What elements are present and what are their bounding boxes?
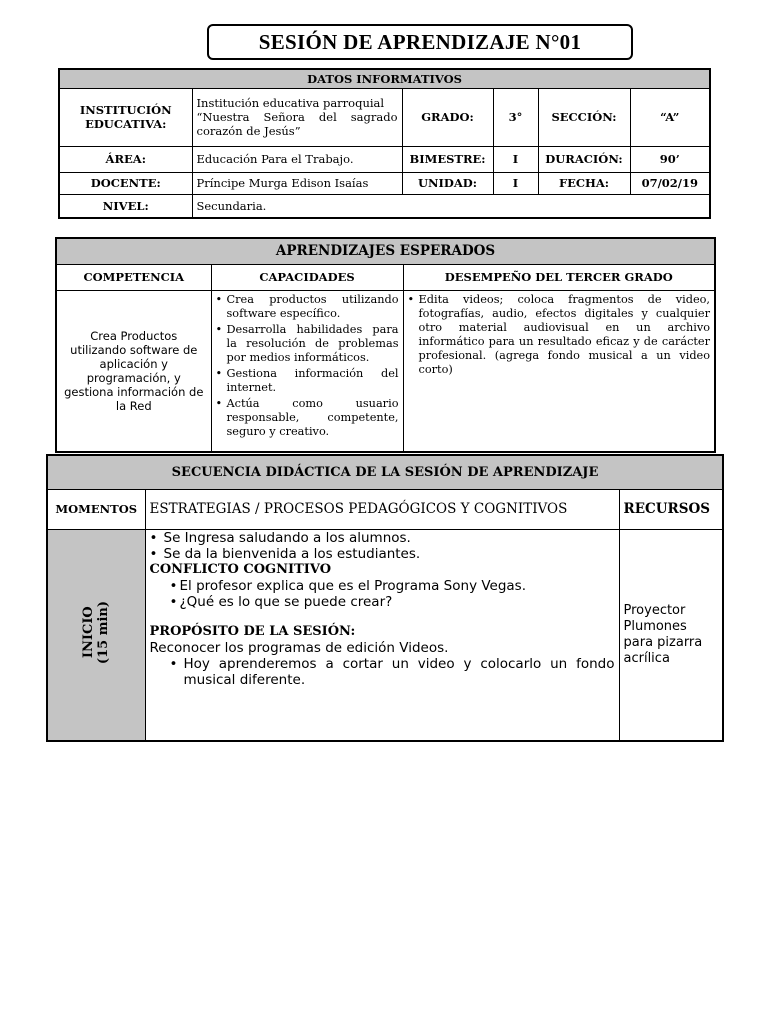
capacidad-text: Crea productos utilizando software específico. xyxy=(226,292,399,320)
nivel-value: Secundaria. xyxy=(192,194,710,218)
intro-bullet-text: Se da la bienvenida a los estudiantes. xyxy=(163,545,421,562)
capacidades-col-header: CAPACIDADES xyxy=(211,264,403,290)
competencia-col-header: COMPETENCIA xyxy=(56,264,211,290)
conflicto-title: CONFLICTO COGNITIVO xyxy=(149,561,332,577)
conflicto-item-text: El profesor explica que es el Programa Sony Vegas. xyxy=(179,577,527,594)
datos-header: DATOS INFORMATIVOS xyxy=(59,69,710,88)
recurso-proyector: Proyector xyxy=(623,602,686,618)
bullet-icon: • xyxy=(215,292,223,306)
datos-informativos-table xyxy=(58,68,711,219)
estrategias-col-header: ESTRATEGIAS / PROCESOS PEDAGÓGICOS Y COGNITIVOS xyxy=(145,489,619,529)
bullet-icon: • xyxy=(215,396,223,410)
bimestre-label: BIMESTRE: xyxy=(402,146,493,172)
list-item xyxy=(170,578,615,594)
capacidad-item xyxy=(216,293,399,321)
proposito-list xyxy=(150,656,615,688)
capacidades-list xyxy=(216,293,399,439)
desempeno-list xyxy=(408,293,711,377)
conflicto-list xyxy=(150,578,615,610)
nivel-label: NIVEL: xyxy=(59,194,192,218)
secuencia-table xyxy=(46,454,724,742)
area-value: Educación Para el Trabajo. xyxy=(192,146,402,172)
capacidades-cell xyxy=(211,290,403,452)
proposito-title: PROPÓSITO DE LA SESIÓN: xyxy=(149,623,356,639)
docente-label: DOCENTE: xyxy=(59,172,192,194)
institucion-value-line2: “Nuestra Señora del sagrado corazón de Jesús” xyxy=(196,110,398,138)
desempeno-col-header: DESEMPEÑO DEL TERCER GRADO xyxy=(403,264,715,290)
grado-label: GRADO: xyxy=(402,88,493,146)
list-item xyxy=(150,530,615,546)
inicio-estrategias-cell xyxy=(145,529,619,741)
recurso-plumones: Plumones para pizarra acrílica xyxy=(623,618,703,666)
capacidad-text: Actúa como usuario responsable, competente, seguro y creativo. xyxy=(226,396,399,438)
momento-inicio-label xyxy=(81,601,111,664)
bullet-icon: • xyxy=(149,545,158,562)
list-item xyxy=(150,546,615,562)
bullet-icon: • xyxy=(169,593,178,610)
desempeno-cell xyxy=(403,290,715,452)
desempeno-text: Edita videos; coloca fragmentos de video, fotografías, audio, efectos digitales y cualquier otro material audiovisual en un archivo informático para un resultado eficaz y de carácter profesional. (agrega fondo musical a un video corto) xyxy=(418,292,711,376)
fecha-label: FECHA: xyxy=(538,172,630,194)
list-item xyxy=(170,656,615,688)
unidad-label: UNIDAD: xyxy=(402,172,493,194)
institucion-label: INSTITUCIÓN EDUCATIVA: xyxy=(59,88,192,146)
bullet-icon: • xyxy=(215,366,223,380)
aprendizajes-table xyxy=(55,237,716,453)
proposito-text: Reconocer los programas de edición Videos. xyxy=(149,639,449,656)
secuencia-header: SECUENCIA DIDÁCTICA DE LA SESIÓN DE APRENDIZAJE xyxy=(47,455,723,489)
intro-bullet-text: Se Ingresa saludando a los alumnos. xyxy=(163,529,411,546)
area-label: ÁREA: xyxy=(59,146,192,172)
fecha-value: 07/02/19 xyxy=(630,172,710,194)
seccion-value: “A” xyxy=(630,88,710,146)
intro-bullets xyxy=(150,530,615,562)
capacidad-text: Desarrolla habilidades para la resolución de problemas por medios informáticos. xyxy=(226,322,399,364)
recursos-col-header: RECURSOS xyxy=(619,489,723,529)
unidad-value: I xyxy=(493,172,538,194)
capacidad-item xyxy=(216,397,399,439)
institucion-value xyxy=(192,88,402,146)
capacidad-text: Gestiona información del internet. xyxy=(226,366,399,394)
docente-value: Príncipe Murga Edison Isaías xyxy=(192,172,402,194)
capacidad-item xyxy=(216,367,399,395)
bullet-icon: • xyxy=(169,655,178,672)
capacidad-item xyxy=(216,323,399,365)
duracion-label: DURACIÓN: xyxy=(538,146,630,172)
desempeno-item xyxy=(408,293,711,377)
seccion-label: SECCIÓN: xyxy=(538,88,630,146)
aprendizajes-header: APRENDIZAJES ESPERADOS xyxy=(56,238,715,264)
bimestre-value: I xyxy=(493,146,538,172)
bullet-icon: • xyxy=(149,529,158,546)
list-item xyxy=(170,594,615,610)
momentos-col-header: MOMENTOS xyxy=(47,489,145,529)
duracion-value: 90’ xyxy=(630,146,710,172)
page-title: SESIÓN DE APRENDIZAJE N°01 xyxy=(258,29,582,54)
conflicto-item-text: ¿Qué es lo que se puede crear? xyxy=(179,593,393,610)
proposito-item-text: Hoy aprenderemos a cortar un video y colocarlo un fondo musical diferente. xyxy=(183,655,615,688)
bullet-icon: • xyxy=(169,577,178,594)
bullet-icon: • xyxy=(215,322,223,336)
grado-value: 3° xyxy=(493,88,538,146)
page-title-box xyxy=(207,24,633,60)
recursos-cell xyxy=(619,529,723,741)
momento-inicio-cell xyxy=(47,529,145,741)
momento-duration: (15 min) xyxy=(96,601,112,665)
institucion-value-line1: Institución educativa parroquial xyxy=(196,96,385,110)
momento-name: INICIO xyxy=(81,606,97,659)
bullet-icon: • xyxy=(407,292,415,306)
competencia-text: Crea Productos utilizando software de aplicación y programación, y gestiona información de la Red xyxy=(56,290,211,452)
